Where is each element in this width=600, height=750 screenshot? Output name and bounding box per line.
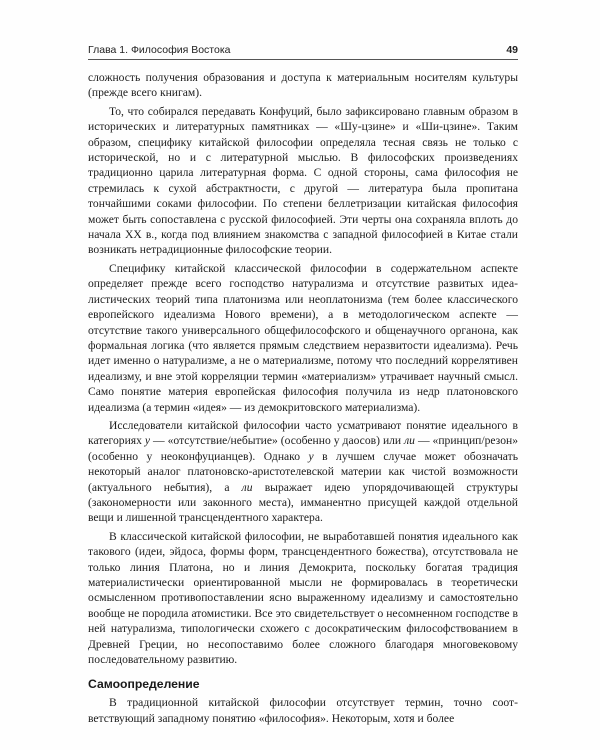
page-body xyxy=(88,70,518,729)
paragraph-1: сложность получения образования и доступа к материальным носителям культуры (прежде всего книгам). xyxy=(88,71,518,100)
paragraph-3: Специфику китайской классической философии в содержательном аспекте определяет прежде всего господство натурализма и отсутствие развитых идеалистических теорий типа платонизма или неоплатонизма (тем более классического европейского идеализма Нового времени), а в методологическом аспекте — отсутствие такого универсального общефилософского и общенаучного органона, как формальная логика (что является прямым следствием неразвитости идеализма). Речь идет именно о натурализме, а не о материализме, потому что последний коррелятивен идеализму, и вне этой корреляции термин «материализм» утрачивает научный смысл. Само понятие материя европейская философия получила из недр платоновского идеализма (а термин «идея» — из демокритовского материализма). xyxy=(88,261,518,414)
text-run: в лучшем случае может обозначать некоторый аналог платоновско-аристотелевской материи как чистой возможности (актуального небытия), а xyxy=(88,449,519,494)
term-li: ли xyxy=(404,434,415,448)
text-run: Исследователи китайской философии часто усматривают понятие идеального в категориях xyxy=(88,418,518,448)
header-rule xyxy=(88,59,518,60)
section-heading: Самоопределение xyxy=(88,677,200,692)
section-paragraph: В традиционной китайской философии отсутствует термин, точно соответствующий западному понятию «философия». Некоторым, хотя и более xyxy=(88,696,518,725)
paragraph-5: В классической китайской философии, не выработавшей понятия идеального как такового (идеи, эйдоса, формы форм, трансцендентного божества), отсутствовала не только линия Платона, но и линия Демокрита, поскольку богатая традиция материалистически ориентированной мысли не формировалась в теоретически осмысленном противопоставлении ясно выраженному идеализму и самостоятельно вообще не породила атомистики. Все это свидетельствует о несомненном господстве в ней натурализма, типологически схожего с досократическим философствованием в Древней Греции, но несопоставимо более сложного благодаря многовековому последовательному развитию. xyxy=(88,529,518,667)
term-u: у xyxy=(308,449,314,463)
text-run: — «отсутствие/небытие» (особенно у даосов) или xyxy=(150,434,405,448)
term-li: ли xyxy=(241,480,253,494)
paragraph-4 xyxy=(88,418,518,526)
text-run: — «принцип/резон» (особенно у неоконфуцианцев). Однако xyxy=(88,434,518,463)
chapter-title: Глава 1. Философия Востока xyxy=(88,44,231,56)
term-u: у xyxy=(144,434,151,448)
paragraph-2: То, что собирался передавать Конфуций, было зафиксировано главным образом в исторических и литературных памятниках — «Шу-цзине» и «Ши-цзине». Таким образом, специфику китайской философии определяла тесная связь не только с исторической, но и с литературной мыслью. В философских произведениях традиционно царила литературная форма. С одной стороны, сама философия не стремилась к сухой абстрактности, с другой — литература была пропитана тончайшими соками философии. По степени беллетризации китайская философия может быть сопоставлена с русской философией. Эти черты она сохраняла вплоть до начала XX в., когда под влиянием знакомства с западной философией в Китае стали возникать нетрадиционные философские теории. xyxy=(88,104,518,257)
text-run: выражает идею упорядочивающей структуры (закономерности или законного места), имманентно присущей каждой отдельной вещи и лишенной трансцендентного характера. xyxy=(88,480,519,525)
running-head xyxy=(88,44,518,58)
page-number: 49 xyxy=(506,44,518,56)
